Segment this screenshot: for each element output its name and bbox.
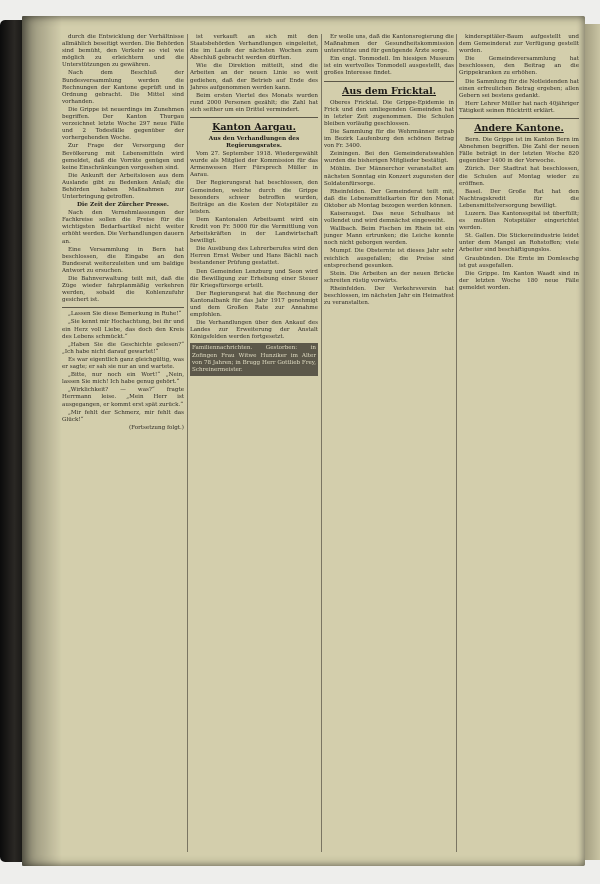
divider	[459, 118, 579, 119]
page-edge	[585, 24, 600, 860]
paragraph: Luzern. Das Kantonsspital ist überfüllt; es mußten Notspitäler eingerichtet werden.	[459, 210, 579, 232]
column-1	[62, 34, 184, 852]
paragraph: Eine Versammlung in Bern hat beschlossen, die Eingabe an den Bundesrat weiterzuleiten und um baldige Antwort zu ersuchen.	[62, 246, 184, 274]
section-heading: Aus dem Fricktal.	[342, 85, 436, 97]
paragraph: ist verkauft an sich mit den Staatsbehörden Verhandlungen eingeleitet, die im Laufe der nächsten Wochen zum Abschluß gebracht werden dürften.	[190, 34, 318, 62]
paragraph: Die Grippe. Im Kanton Waadt sind in der letzten Woche 180 neue Fälle gemeldet worden.	[459, 270, 579, 291]
paragraph: Kaiseraugst. Das neue Schulhaus ist vollendet und wird demnächst eingeweiht.	[324, 210, 454, 225]
paragraph: Bern. Die Grippe ist im Kanton Bern im Abnehmen begriffen. Die Zahl der neuen Fälle beträgt in der letzten Woche 820 gegenüber 1400 in der Vorwoche.	[459, 137, 579, 165]
paragraph: Nach dem Beschluß der Bundesversammlung werden die Rechnungen der Kantone geprüft und in Ordnung gebracht. Die Mittel sind vorhanden.	[62, 70, 184, 105]
paragraph: Stein. Die Arbeiten an der neuen Brücke schreiten rüstig vorwärts.	[324, 270, 454, 284]
paragraph: Wie die Direktion mitteilt, sind die Arbeiten an der neuen Linie so weit gediehen, daß der Betrieb auf Ende des Jahres aufgenommen werden kann.	[190, 63, 318, 91]
paragraph: Der Regierungsrat hat die Rechnung der Kantonalbank für das Jahr 1917 genehmigt und dem Großen Rate zur Annahme empfohlen.	[190, 290, 318, 319]
paragraph: Die Ausübung des Lehrerberufes wird den Herren Ernst Weber und Hans Bächli nach bestandener Prüfung gestattet.	[190, 246, 318, 267]
sub-heading: Aus den Verhandlungen des Regierungsrates.	[208, 136, 300, 150]
paragraph: durch die Entwicklung der Verhältnisse allmählich beseitigt werden. Die Behörden sind bemüht, den Verkehr so viel wie möglich zu erleichtern und die Unterstützungen zu gewähren.	[62, 34, 184, 69]
paragraph: Graubünden. Die Ernte im Domleschg ist gut ausgefallen.	[459, 255, 579, 269]
paragraph: Herr Lehrer Müller hat nach 40jähriger Tätigkeit seinen Rücktritt erklärt.	[459, 100, 579, 114]
paragraph: Die Verhandlungen über den Ankauf des Landes zur Erweiterung der Anstalt Königsfelden werden fortgesetzt.	[190, 320, 318, 341]
column-3	[324, 34, 454, 852]
column-rule	[456, 34, 457, 852]
story-line: „Sie kennt mir Hochachtung, bei ihr und ein Herz voll Liebe, das doch den Kreis des Lebens schmückt.“	[62, 319, 184, 340]
story-line: „Mir fehlt der Schmerz, mir fehlt das Glück!“	[62, 409, 184, 423]
column-4	[459, 34, 579, 852]
paragraph: Die Bahnverwaltung teilt mit, daß die Züge wieder fahrplanmäßig verkehren werden, sobald die Kohlenzufuhr gesichert ist.	[62, 276, 184, 304]
paragraph: Den Gemeinden Lenzburg und Seon wird die Bewilligung zur Erhebung einer Steuer für Kriegsfürsorge erteilt.	[190, 268, 318, 289]
column-2	[190, 34, 318, 852]
section-heading: Die Zeit der Zürcher Presse.	[77, 202, 169, 209]
paragraph: Beim ersten Viertel des Monats wurden rund 2000 Personen gezählt; die Zahl hat sich seither um ein Drittel vermindert.	[190, 92, 318, 113]
divider	[324, 81, 454, 82]
story-line: Es war eigentlich ganz gleichgültig, was er sagte; er sah sie nur an und wartete.	[62, 356, 184, 371]
paragraph: Der Regierungsrat hat beschlossen, den Gemeinden, welche durch die Grippe besonders schwer betroffen wurden, Beiträge an die Kosten der Notspitäler zu leisten.	[190, 180, 318, 215]
paragraph: Vom 27. September 1918. Wiedergewählt wurde als Mitglied der Kommission für das Armenwesen Herr Fürsprech Müller in Aarau.	[190, 151, 318, 179]
paragraph: Er wolle uns, daß die Kantonsregierung die Maßnahmen der Gesundheitskommission unterstütze und für genügende Ärzte sorge.	[324, 34, 454, 55]
paragraph: Die Ankunft der Arbeitslosen aus dem Auslande gibt zu Bedenken Anlaß; die Behörden haben Maßnahmen zur Unterbringung getroffen.	[62, 172, 184, 201]
paragraph: Nach den Vernehmlassungen der Fachkreise sollen die Preise für die wichtigsten Bedarfsartikel nicht weiter erhöht werden. Die Verhandlungen dauern an.	[62, 210, 184, 245]
section-heading: Andere Kantone.	[474, 123, 564, 135]
story-line: „Wirklichkeit? — was?“ fragte Herrmann leise. „Mein Herr ist ausgegangen, er kommt erst spät zurück.“	[62, 387, 184, 408]
paragraph: Mumpf. Die Obsternte ist dieses Jahr sehr reichlich ausgefallen; die Preise sind entsprechend gesunken.	[324, 248, 454, 269]
story-line: „Lassen Sie diese Bemerkung in Ruhe!“	[68, 311, 182, 318]
paragraph: Ein engl. Tonmodell. Im hiesigen Museum ist ein wertvolles Tonmodell ausgestellt, das großes Interesse findet.	[324, 56, 454, 77]
paragraph: Die Sammlung für die Notleidenden hat einen erfreulichen Betrag ergeben; allen Gebern sei bestens gedankt.	[459, 78, 579, 99]
divider	[190, 117, 318, 118]
column-rule	[187, 34, 188, 852]
paragraph: Zürich. Der Stadtrat hat beschlossen, die Schulen auf Montag wieder zu eröffnen.	[459, 166, 579, 187]
paragraph: Möhlin. Der Männerchor veranstaltet am nächsten Sonntag ein Konzert zugunsten der Soldatenfürsorge.	[324, 166, 454, 187]
continuation-note: (Fortsetzung folgt.)	[128, 424, 184, 431]
story-line: „Bitte, nur noch ein Wort!“ „Nein, lassen Sie mich! Ich habe genug gehört.“	[62, 372, 184, 386]
divider	[62, 307, 184, 308]
story-line: „Haben Sie die Geschichte gelesen?“ „Ich habe nicht darauf gewartet!“	[62, 341, 184, 355]
paragraph: St. Gallen. Die Stickereiindustrie leidet unter dem Mangel an Rohstoffen; viele Arbeiter sind beschäftigungslos.	[459, 233, 579, 254]
paragraph: Dem Kantonalen Arbeitsamt wird ein Kredit von Fr. 5000 für die Vermittlung von Arbeitskräften in der Landwirtschaft bewilligt.	[190, 216, 318, 245]
highlighted-notice: Familiennachrichten. Gestorben: in Zofingen Frau Witwe Hunziker im Alter von 78 Jahren; in Brugg Herr Gottlieb Frey, Schreinermeister.	[190, 343, 318, 375]
paragraph: kinderspitäler-Baum aufgestellt und dem Gemeinderat zur Verfügung gestellt worden.	[459, 34, 579, 55]
paragraph: Die Grippe ist neuerdings im Zunehmen begriffen. Der Kanton Thurgau verzeichnet letzte Woche 297 neue Fälle und 2 Todesfälle gegenüber der vorhergehenden Woche.	[62, 106, 184, 142]
paragraph: Zur Frage der Versorgung der Bevölkerung mit Lebensmitteln wird gemeldet, daß die Vorräte genügen und keine Einschränkungen vorgesehen sind.	[62, 143, 184, 171]
paragraph: Rheinfelden. Der Verkehrsverein hat beschlossen, im nächsten Jahr ein Heimatfest zu veranstalten.	[324, 285, 454, 307]
paragraph: Basel. Der Große Rat hat den Nachtragskredit für die Lebensmittelversorgung bewilligt.	[459, 188, 579, 209]
section-heading: Kanton Aargau.	[212, 122, 296, 134]
paragraph: Die Gemeindeversammlung hat beschlossen, den Beitrag an die Grippekranken zu erhöhen.	[459, 56, 579, 77]
paragraph: Zeiningen. Bei den Gemeinderatswahlen wurden die bisherigen Mitglieder bestätigt.	[324, 151, 454, 165]
column-rule	[321, 34, 322, 852]
paragraph: Wallbach. Beim Fischen im Rhein ist ein junger Mann ertrunken; die Leiche konnte noch nicht geborgen werden.	[324, 226, 454, 247]
paragraph: Rheinfelden. Der Gemeinderat teilt mit, daß die Lebensmittelkarten für den Monat Oktober ab Montag bezogen werden können.	[324, 188, 454, 209]
paragraph: Oberes Fricktal. Die Grippe-Epidemie in Frick und den umliegenden Gemeinden hat in letzter Zeit zugenommen. Die Schulen bleiben vorläufig geschlossen.	[324, 99, 454, 127]
paragraph: Die Sammlung für die Wehrmänner ergab im Bezirk Laufenburg den schönen Betrag von Fr. 3400.	[324, 128, 454, 150]
